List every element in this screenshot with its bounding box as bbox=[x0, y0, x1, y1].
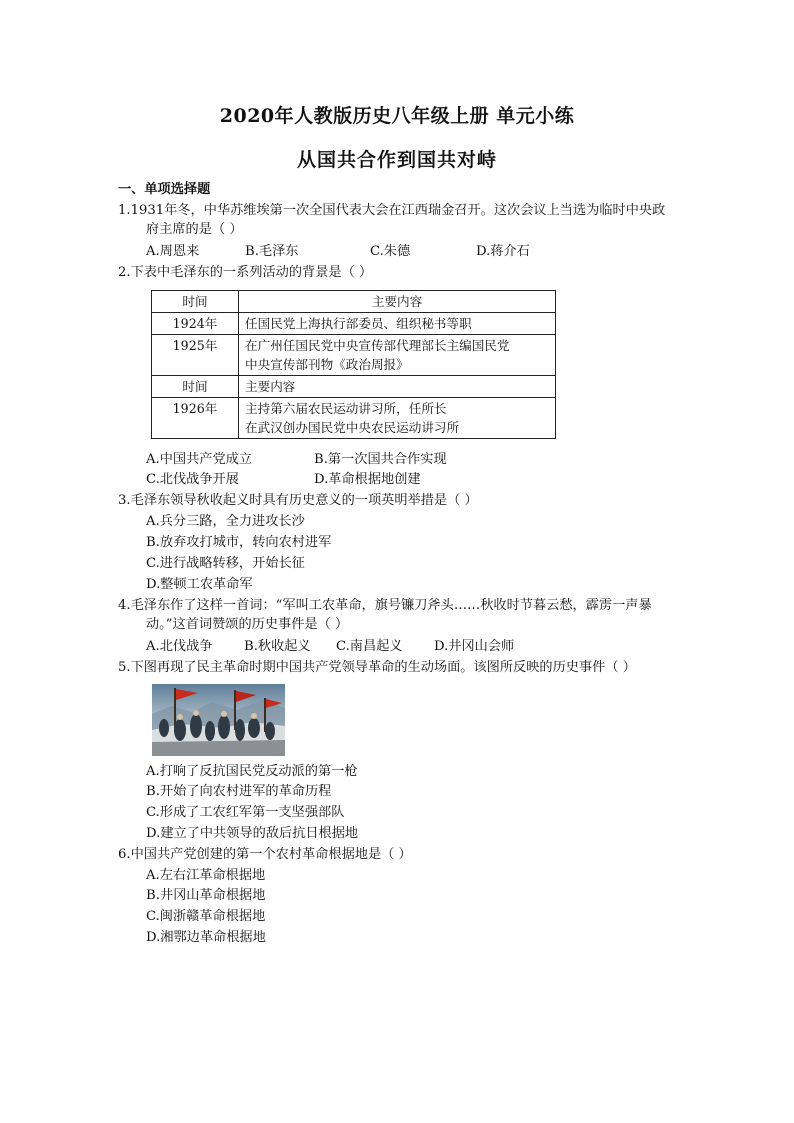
table-cell-time: 1926年 bbox=[152, 398, 239, 439]
option-c[interactable]: C.形成了工农红军第一支坚强部队 bbox=[146, 805, 345, 820]
question-1-text: 1.1931年冬，中华苏维埃第一次全国代表大会在江西瑞金召开。这次会议上当选为临时中央政 bbox=[118, 203, 666, 218]
page-subtitle: 从国共合作到国共对峙 bbox=[296, 149, 497, 171]
question-5-text: 5.下图再现了民主革命时期中国共产党领导革命的生动场面。该图所反映的历史事件（ ） bbox=[118, 660, 636, 675]
option-c[interactable]: C.南昌起义 bbox=[336, 639, 403, 654]
question-1-text-cont: 府主席的是（ ） bbox=[146, 222, 243, 237]
option-b[interactable]: B.井冈山革命根据地 bbox=[146, 888, 266, 903]
section-heading: 一、单项选择题 bbox=[118, 182, 211, 197]
table-cell-content: 在广州任国民党中央宣传部代理部长主编国民党 中央宣传部刊物《政治周报》 bbox=[239, 335, 556, 376]
option-c[interactable]: C.进行战略转移，开始长征 bbox=[146, 556, 305, 571]
table-cell-content: 主要内容 bbox=[239, 376, 556, 398]
table-header-row bbox=[152, 291, 556, 313]
option-b[interactable]: B.第一次国共合作实现 bbox=[314, 452, 447, 467]
option-d[interactable]: D.整顿工农革命军 bbox=[146, 577, 253, 592]
option-a[interactable]: A.左右江革命根据地 bbox=[146, 868, 266, 883]
option-d[interactable]: D.井冈山会师 bbox=[434, 639, 515, 654]
question-2-text: 2.下表中毛泽东的一系列活动的背景是（ ） bbox=[118, 265, 373, 280]
option-a[interactable]: A.打响了反抗国民党反动派的第一枪 bbox=[146, 764, 358, 779]
option-c[interactable]: C.北伐战争开展 bbox=[146, 472, 239, 487]
option-c[interactable]: C.朱德 bbox=[370, 244, 411, 259]
table-row bbox=[152, 398, 556, 439]
activity-table bbox=[151, 290, 556, 439]
question-6-text: 6.中国共产党创建的第一个农村革命根据地是（ ） bbox=[118, 847, 412, 862]
table-cell-time: 1925年 bbox=[152, 335, 239, 376]
table-row bbox=[152, 313, 556, 335]
question-4-text-cont: 动。”这首词赞颂的历史事件是（ ） bbox=[146, 617, 349, 632]
option-b[interactable]: B.秋收起义 bbox=[244, 639, 311, 654]
option-a[interactable]: A.兵分三路，全力进攻长沙 bbox=[146, 514, 305, 529]
option-a[interactable]: A.中国共产党成立 bbox=[146, 452, 253, 467]
option-b[interactable]: B.放弃攻打城市，转向农村进军 bbox=[146, 535, 332, 550]
question-4-text: 4.毛泽东作了这样一首词：“军叫工农革命，旗号镰刀斧头……秋收时节暮云愁，霹雳一声暴 bbox=[118, 598, 652, 613]
option-d[interactable]: D.湘鄂边革命根据地 bbox=[146, 930, 266, 945]
table-cell-content: 任国民党上海执行部委员、组织秘书等职 bbox=[239, 313, 556, 335]
option-c[interactable]: C.闽浙赣革命根据地 bbox=[146, 909, 266, 924]
table-row bbox=[152, 376, 556, 398]
question-3-text: 3.毛泽东领导秋收起义时具有历史意义的一项英明举措是（ ） bbox=[118, 493, 478, 508]
option-b[interactable]: B.开始了向农村进军的革命历程 bbox=[146, 784, 332, 799]
option-a[interactable]: A.周恩来 bbox=[146, 244, 200, 259]
option-d[interactable]: D.蒋介石 bbox=[476, 244, 530, 259]
option-d[interactable]: D.建立了中共领导的敌后抗日根据地 bbox=[146, 826, 359, 841]
revolution-scene-image bbox=[152, 684, 285, 756]
table-cell-time: 1924年 bbox=[152, 313, 239, 335]
option-b[interactable]: B.毛泽东 bbox=[245, 244, 299, 259]
table-cell-time: 时间 bbox=[152, 376, 239, 398]
table-header-cell: 时间 bbox=[152, 291, 239, 313]
table-header-cell: 主要内容 bbox=[239, 291, 556, 313]
table-row bbox=[152, 335, 556, 376]
table-cell-content: 主持第六届农民运动讲习所，任所长 在武汉创办国民党中央农民运动讲习所 bbox=[239, 398, 556, 439]
option-d[interactable]: D.革命根据地创建 bbox=[314, 472, 421, 487]
page-title: 2020年人教版历史八年级上册 单元小练 bbox=[219, 105, 575, 127]
option-a[interactable]: A.北伐战争 bbox=[146, 639, 213, 654]
